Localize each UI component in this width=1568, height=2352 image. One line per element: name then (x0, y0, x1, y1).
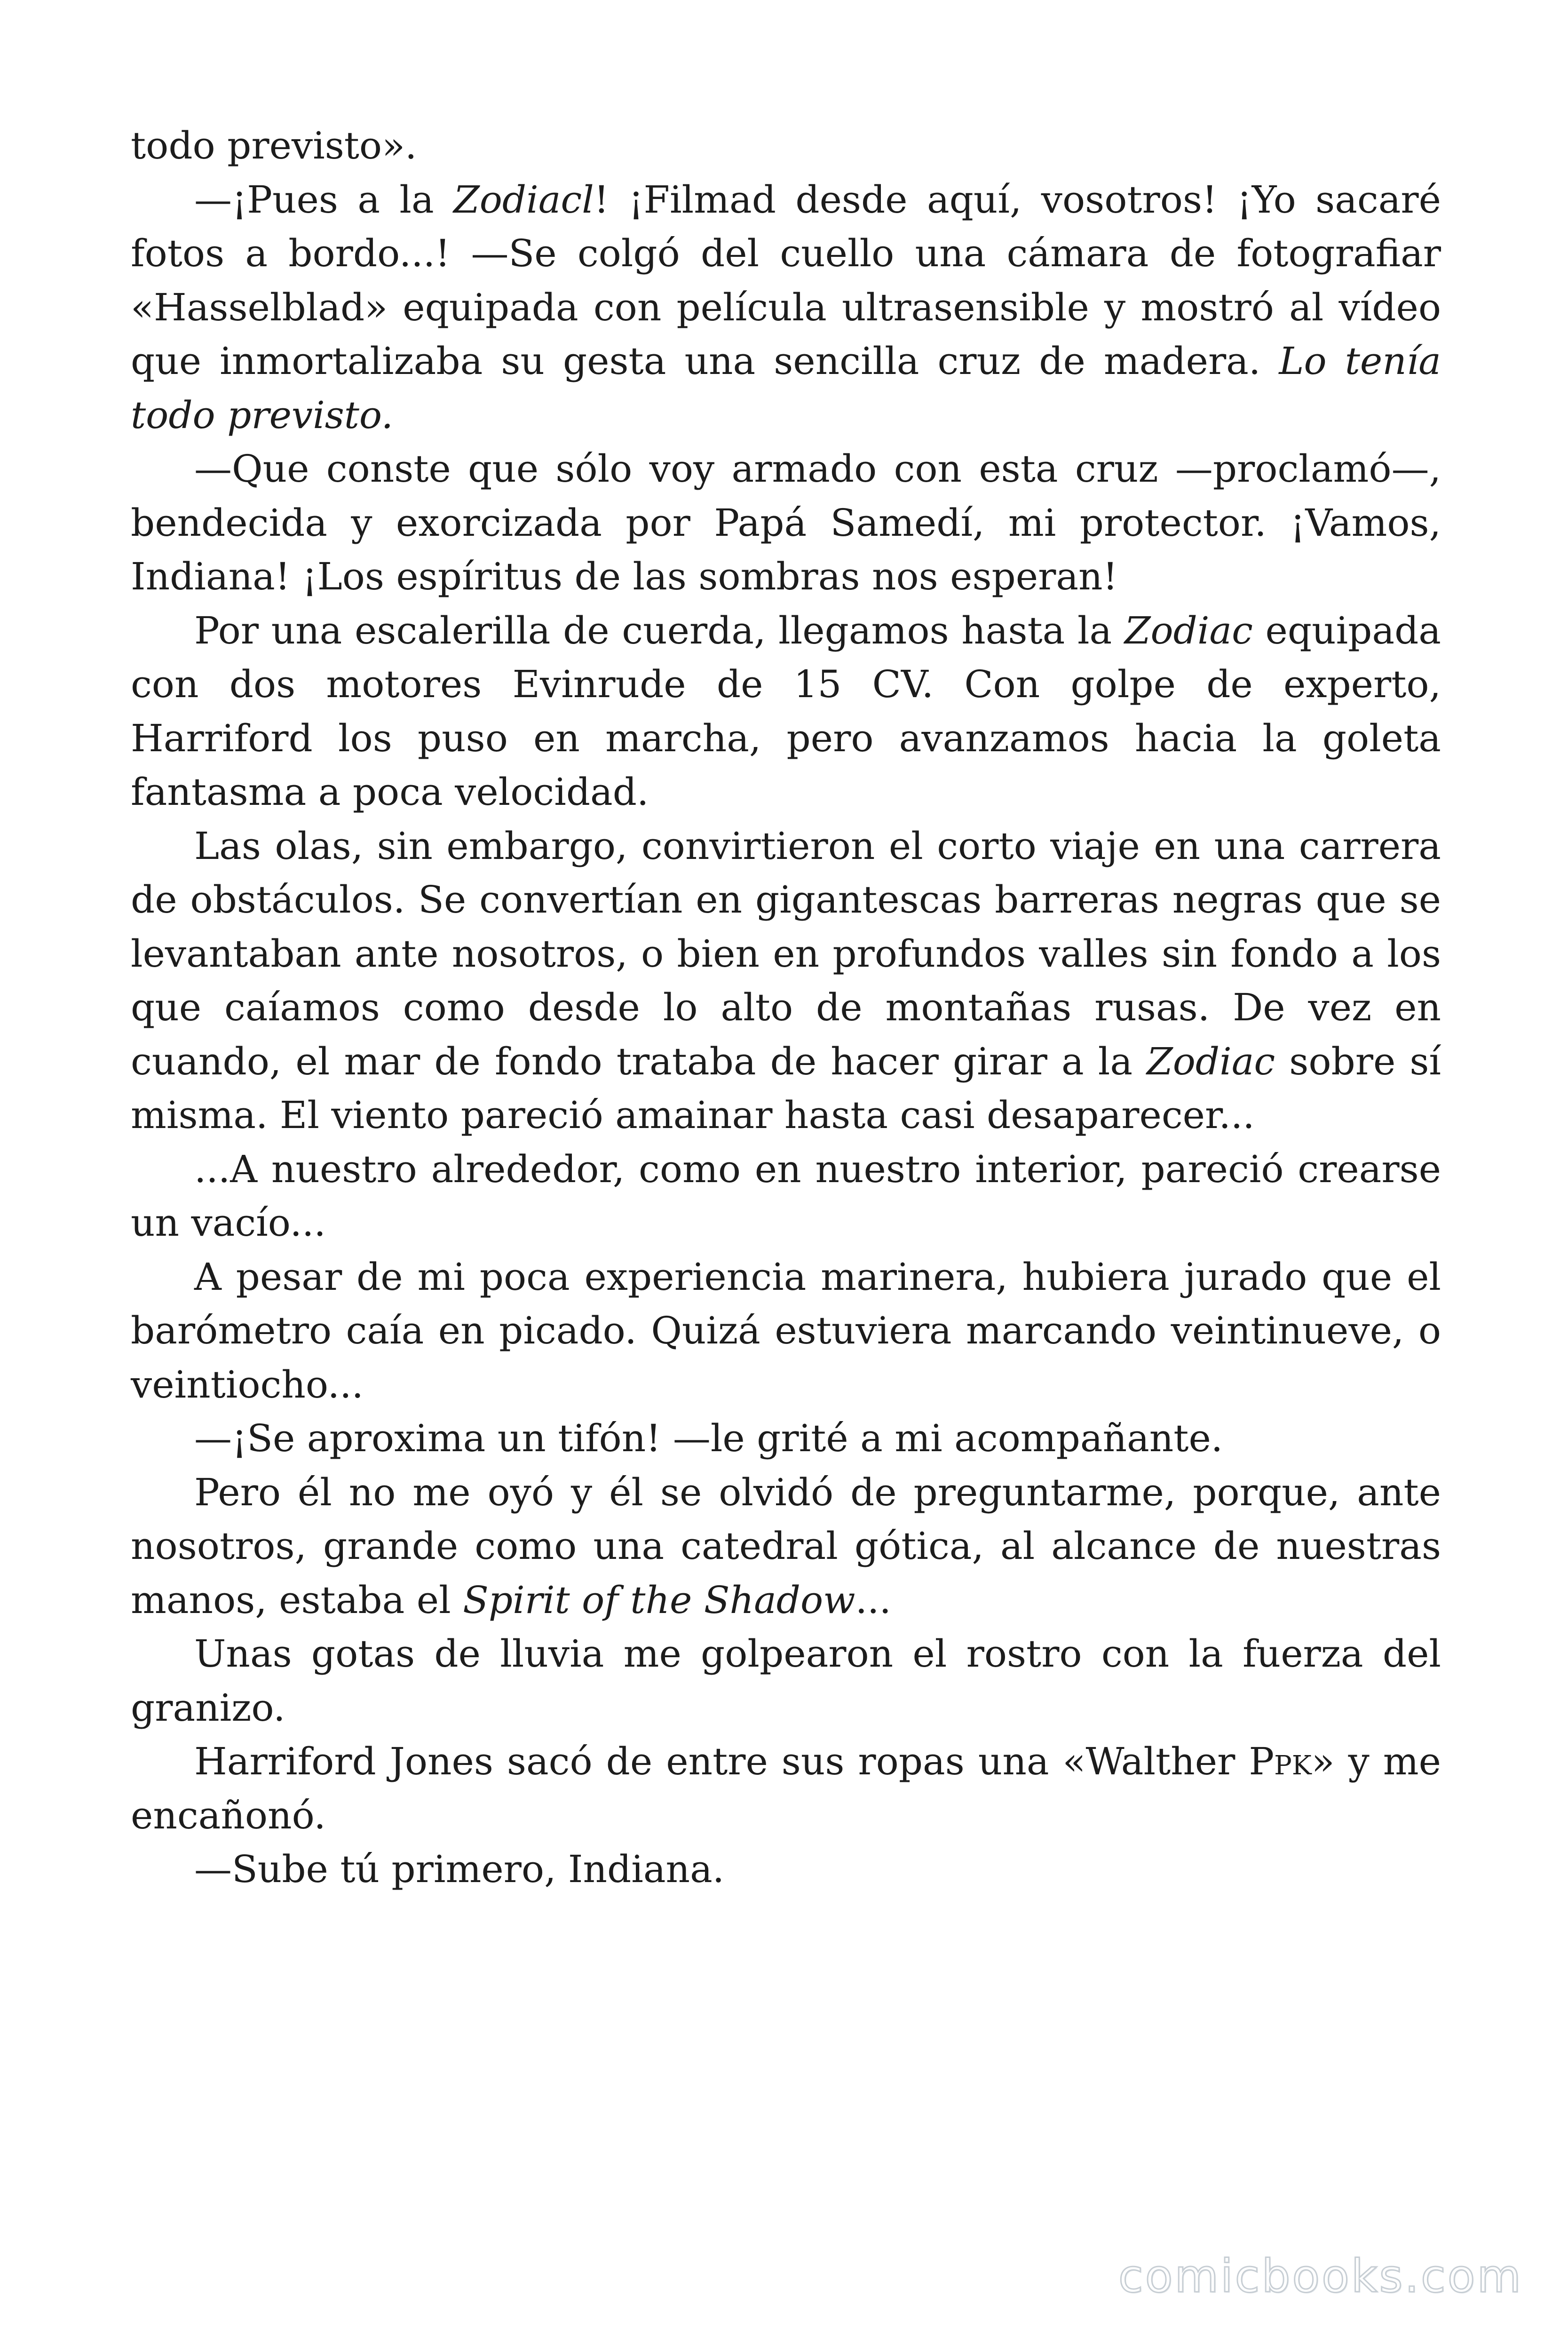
text-run: Las olas, sin embargo, convirtieron el corto viaje en una carrera de obstáculos. Se convertían en gigantescas barreras negras que se levantaban ante nosotros, o bien en profundos valles sin fondo a los que caíamos como desde lo alto de montañas rusas. De vez en cuando, el mar de fondo trataba de hacer girar a la (131, 824, 1441, 1083)
text-run: ...A nuestro alrededor, como en nuestro interior, pareció crearse un vacío... (131, 1147, 1441, 1245)
italic-text-run: Zodiacl (453, 177, 594, 222)
text-run: sobre sí misma. El viento pareció amainar hasta casi desaparecer... (131, 1039, 1441, 1137)
small-caps-text-run: Ppk (1249, 1740, 1312, 1783)
paragraph (131, 1466, 1441, 1628)
watermark: comicbooks.com (1118, 2250, 1523, 2303)
italic-text-run: Spirit of the Shadow (463, 1578, 855, 1622)
paragraph (131, 1250, 1441, 1412)
italic-text-run: Lo tenía todo previsto. (131, 339, 1441, 437)
text-run: todo previsto». (131, 124, 417, 167)
paragraph (131, 819, 1441, 1143)
paragraph (131, 1843, 1441, 1897)
text-run: —¡Pues a la (194, 177, 454, 222)
paragraph (131, 1735, 1441, 1843)
paragraph (131, 1143, 1441, 1250)
text-run: —Sube tú primero, Indiana. (194, 1847, 725, 1891)
text-run: ! ¡Filmad desde aquí, vosotros! ¡Yo sacaré fotos a bordo...! —Se colgó del cuello una cámara de fotografiar «Hasselblad» equipada con película ultrasensible y mostró al vídeo que inmortalizaba su gesta una sencilla cruz de madera. (131, 177, 1441, 383)
text-run: » y me encañonó. (131, 1740, 1441, 1837)
text-run: —Que conste que sólo voy armado con esta cruz —proclamó—, bendecida y exorcizada por Papá Samedí, mi protector. ¡Vamos, Indiana! ¡Los espíritus de las sombras nos esperan! (131, 447, 1441, 598)
paragraph (131, 1627, 1441, 1735)
italic-text-run: Zodiac (1147, 1039, 1275, 1083)
text-run: ... (855, 1578, 891, 1622)
text-run: A pesar de mi poca experiencia marinera, hubiera jurado que el barómetro caía en picado. Quizá estuviera marcando veintinueve, o veintiocho... (131, 1255, 1441, 1406)
italic-text-run: Zodiac (1124, 608, 1253, 652)
text-run: Unas gotas de lluvia me golpearon el rostro con la fuerza del granizo. (131, 1632, 1441, 1730)
paragraph (131, 604, 1441, 819)
text-run: equipada con dos motores Evinrude de 15 CV. Con golpe de experto, Harriford los puso en marcha, pero avanzamos hacia la goleta fantasma a poca velocidad. (131, 608, 1441, 814)
book-page-text (131, 119, 1441, 1897)
paragraph (131, 442, 1441, 604)
paragraph (131, 1412, 1441, 1466)
paragraph (131, 173, 1441, 443)
paragraph (131, 119, 1441, 173)
text-run: Pero él no me oyó y él se olvidó de preguntarme, porque, ante nosotros, grande como una catedral gótica, al alcance de nuestras manos, estaba el (131, 1470, 1441, 1622)
text-run: Por una escalerilla de cuerda, llegamos hasta la (194, 608, 1125, 652)
text-run: Harriford Jones sacó de entre sus ropas una «Walther (194, 1740, 1249, 1783)
text-run: —¡Se aproxima un tifón! —le grité a mi acompañante. (194, 1416, 1223, 1460)
